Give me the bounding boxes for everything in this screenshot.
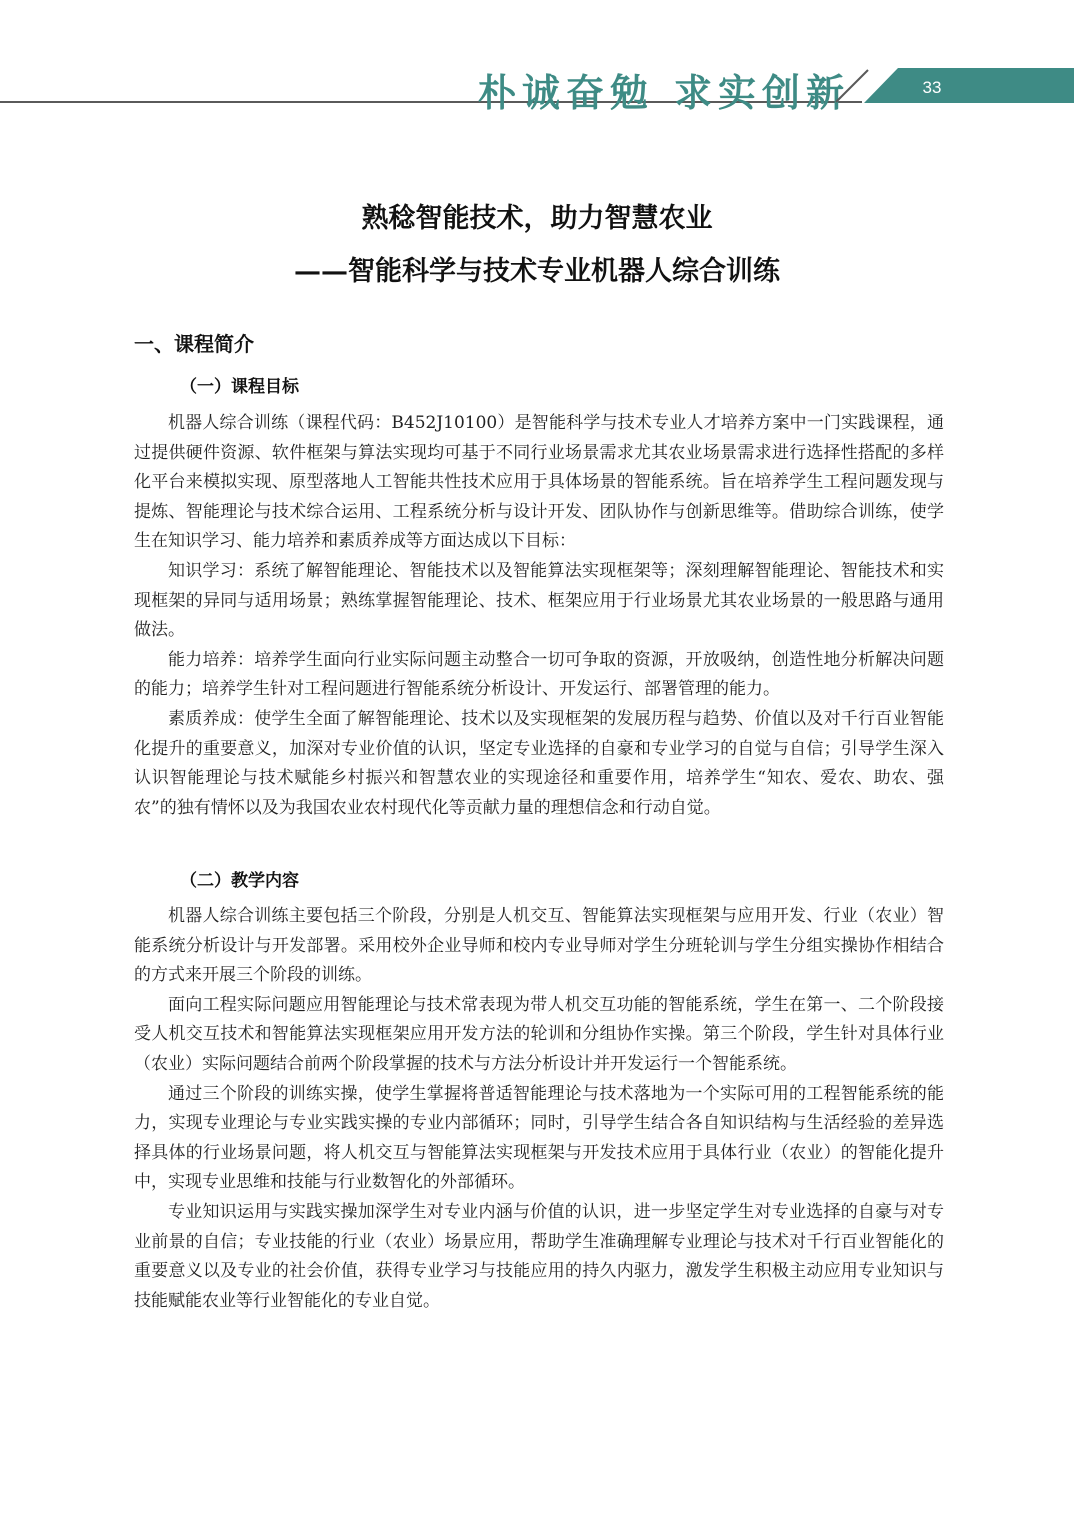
article-subtitle: ——智能科学与技术专业机器人综合训练	[294, 256, 780, 287]
subsection-heading-content: （二）教学内容	[180, 871, 299, 891]
motto-right: 求实创新	[674, 70, 851, 115]
page-header	[0, 0, 1074, 115]
paragraph: 通过三个阶段的训练实操，使学生掌握将普适智能理论与技术落地为一个实际可用的工程智能系统的能力，实现专业理论与专业实践实操的专业内部循环；同时，引导学生结合各自知识结构与生活经验的差异选择具体的行业场景问题，将人机交互与智能算法实现框架与开发技术应用于具体行业（农业）的智能化提升中，实现专业思维和技能与行业数智化的外部循环。	[134, 1083, 944, 1193]
page-number-tab	[864, 68, 1074, 104]
paragraph: 素质养成：使学生全面了解智能理论、技术以及实现框架的发展历程与趋势、价值以及对千行百业智能化提升的重要意义，加深对专业价值的认识，坚定专业选择的自豪和专业学习的自觉与自信；引导学生深入认识智能理论与技术赋能乡村振兴和智慧农业的实现途径和重要作用，培养学生“知农、爱农、助农、强农”的独有情怀以及为我国农业农村现代化等贡献力量的理想信念和行动自觉。	[134, 708, 944, 818]
goals-body	[134, 409, 944, 823]
content-body	[134, 902, 944, 1316]
paragraph: 知识学习：系统了解智能理论、智能技术以及智能算法实现框架等；深刻理解智能理论、智能技术和实现框架的异同与适用场景；熟练掌握智能理论、技术、框架应用于行业场景尤其农业场景的一般思路与通用做法。	[134, 560, 944, 641]
section-heading: 一、课程简介	[134, 332, 254, 356]
paragraph: 机器人综合训练（课程代码：B452J10100）是智能科学与技术专业人才培养方案中一门实践课程，通过提供硬件资源、软件框架与算法实现均可基于不同行业场景需求尤其农业场景需求进行选择性搭配的多样化平台来模拟实现、原型落地人工智能共性技术应用于具体场景的智能系统。旨在培养学生工程问题发现与提炼、智能理论与技术综合运用、工程系统分析与设计开发、团队协作与创新思维等。借助综合训练，使学生在知识学习、能力培养和素质养成等方面达成以下目标：	[134, 413, 944, 552]
paragraph: 专业知识运用与实践实操加深学生对专业内涵与价值的认识，进一步坚定学生对专业选择的自豪与对专业前景的自信；专业技能的行业（农业）场景应用，帮助学生准确理解专业理论与技术对千行百业智能化的重要意义以及专业的社会价值，获得专业学习与技能应用的持久内驱力，激发学生积极主动应用专业知识与技能赋能农业等行业智能化的专业自觉。	[134, 1201, 944, 1311]
paragraph: 面向工程实际问题应用智能理论与技术常表现为带人机交互功能的智能系统，学生在第一、二个阶段接受人机交互技术和智能算法实现框架应用开发方法的轮训和分组协作实操。第三个阶段，学生针对具体行业（农业）实际问题结合前两个阶段掌握的技术与方法分析设计并开发运行一个智能系统。	[134, 994, 944, 1074]
article-title: 熟稔智能技术，助力智慧农业	[361, 203, 713, 234]
page-number: 33	[922, 78, 942, 97]
paragraph: 机器人综合训练主要包括三个阶段，分别是人机交互、智能算法实现框架与应用开发、行业（农业）智能系统分析设计与开发部署。采用校外企业导师和校内专业导师对学生分班轮训与学生分组实操协作相结合的方式来开展三个阶段的训练。	[134, 906, 944, 986]
school-motto	[478, 62, 850, 117]
subsection-heading-goals: （一）课程目标	[180, 377, 299, 397]
paragraph: 能力培养：培养学生面向行业实际问题主动整合一切可争取的资源，开放吸纳，创造性地分析解决问题的能力；培养学生针对工程问题进行智能系统分析设计、开发运行、部署管理的能力。	[134, 649, 944, 700]
motto-left: 朴诚奋勉	[478, 70, 655, 115]
